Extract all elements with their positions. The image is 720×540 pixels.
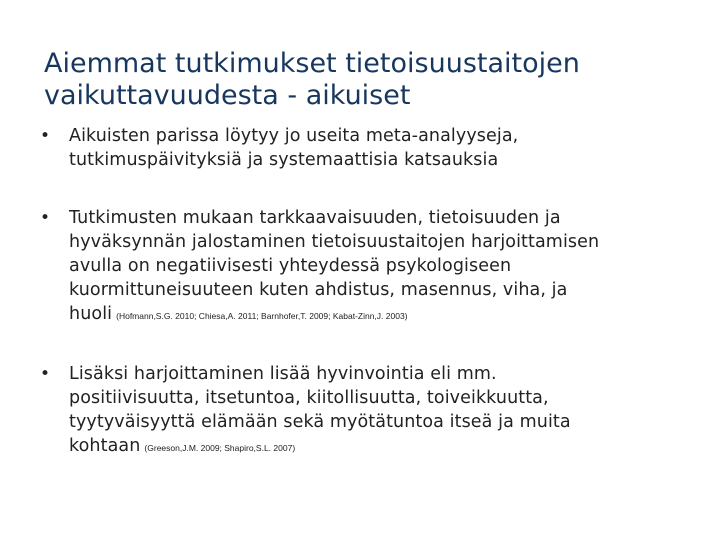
bullet-item — [38, 206, 698, 328]
bullet-list — [38, 124, 698, 460]
bullet-dot-icon: • — [40, 364, 51, 384]
title-line: Aiemmat tutkimukset tietoisuustaitojen — [44, 48, 580, 80]
bullet-item — [38, 124, 698, 172]
bullet-line: tutkimuspäivityksiä ja systemaattisia katsauksia — [69, 150, 499, 170]
citation: (Hofmann,S.G. 2010; Chiesa,A. 2011; Barnhofer,T. 2009; Kabat-Zinn,J. 2003) — [116, 311, 408, 321]
bullet-line: Lisäksi harjoittaminen lisää hyvinvointia eli mm. — [69, 364, 497, 384]
bullet-line-last — [69, 302, 698, 328]
bullet-line-text: huoli — [69, 304, 113, 324]
citation: (Greeson,J.M. 2009; Shapiro,S.L. 2007) — [144, 443, 296, 453]
bullet-line: positiivisuutta, itsetuntoa, kiitollisuutta, toiveikkuutta, — [69, 388, 549, 408]
title-line: vaikuttavuudesta - aikuiset — [44, 80, 411, 112]
bullet-line: tyytyväisyyttä elämään sekä myötätuntoa itseä ja muita — [69, 412, 571, 432]
bullet-line-last — [69, 434, 698, 460]
bullet-line: kuormittuneisuuteen kuten ahdistus, masennus, viha, ja — [69, 280, 568, 300]
bullet-line: Aikuisten parissa löytyy jo useita meta-analyyseja, — [69, 126, 519, 146]
bullet-line-text: kohtaan — [69, 436, 141, 456]
bullet-line: Tutkimusten mukaan tarkkaavaisuuden, tietoisuuden ja — [69, 208, 561, 228]
bullet-dot-icon: • — [40, 208, 51, 228]
bullet-line: avulla on negatiivisesti yhteydessä psykologiseen — [69, 256, 512, 276]
bullet-line: hyväksynnän jalostaminen tietoisuustaitojen harjoittamisen — [69, 232, 600, 252]
bullet-item — [38, 362, 698, 460]
slide-title — [44, 48, 684, 112]
bullet-dot-icon: • — [40, 126, 51, 146]
